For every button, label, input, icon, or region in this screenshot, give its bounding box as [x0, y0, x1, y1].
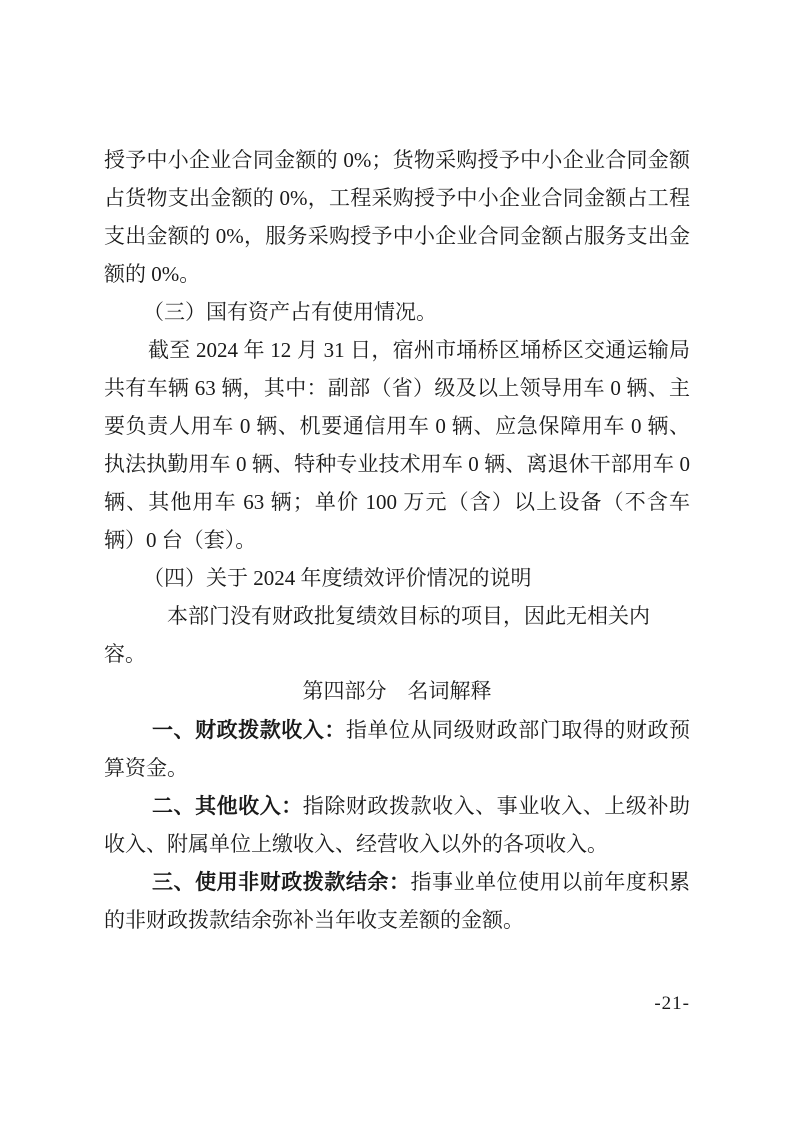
- glossary-term-non-fiscal-balance: [104, 863, 690, 939]
- glossary-term-label: 三、使用非财政拨款结余：: [152, 870, 411, 894]
- paragraph-performance-evaluation: 本部门没有财政批复绩效目标的项目，因此无相关内容。: [104, 604, 650, 666]
- glossary-term-label: 二、其他收入：: [152, 794, 303, 818]
- page-number: -21-: [654, 993, 690, 1014]
- paragraph-smb-procurement: 授予中小企业合同金额的 0%；货物采购授予中小企业合同金额占货物支出金额的 0%，工程采购授予中小企业合同金额占工程支出金额的 0%，服务采购授予中小企业合同金额占服务支出金额的 0%。: [104, 148, 690, 286]
- glossary-term-definition: 指单位从同级财政部门取得的财政预算资金。: [104, 718, 690, 780]
- glossary-term-fiscal-appropriation-income: [104, 711, 690, 787]
- heading-performance-evaluation: （四）关于 2024 年度绩效评价情况的说明: [143, 566, 532, 590]
- glossary-term-label: 一、财政拨款收入：: [152, 718, 346, 742]
- glossary-term-definition: 指事业单位使用以前年度积累的非财政拨款结余弥补当年收支差额的金额。: [104, 870, 690, 932]
- document-body: [104, 141, 690, 939]
- glossary-term-other-income: [104, 787, 690, 863]
- heading-state-assets: （三）国有资产占有使用情况。: [143, 300, 437, 324]
- section-heading-glossary: 第四部分 名词解释: [302, 680, 492, 703]
- paragraph-state-assets: 截至 2024 年 12 月 31 日，宿州市埇桥区埇桥区交通运输局共有车辆 63 辆，其中：副部（省）级及以上领导用车 0 辆、主要负责人用车 0 辆、机要通信用车 0 辆、应急保障用车 0 辆、执法执勤用车 0 辆、特种专业技术用车 0 辆、离退休干部用车 0 辆、其他用车 63 辆；单价 100 万元（含）以上设备（不含车辆）0 台（套）。: [104, 338, 690, 552]
- glossary-term-definition: 指除财政拨款收入、事业收入、上级补助收入、附属单位上缴收入、经营收入以外的各项收入。: [104, 794, 691, 856]
